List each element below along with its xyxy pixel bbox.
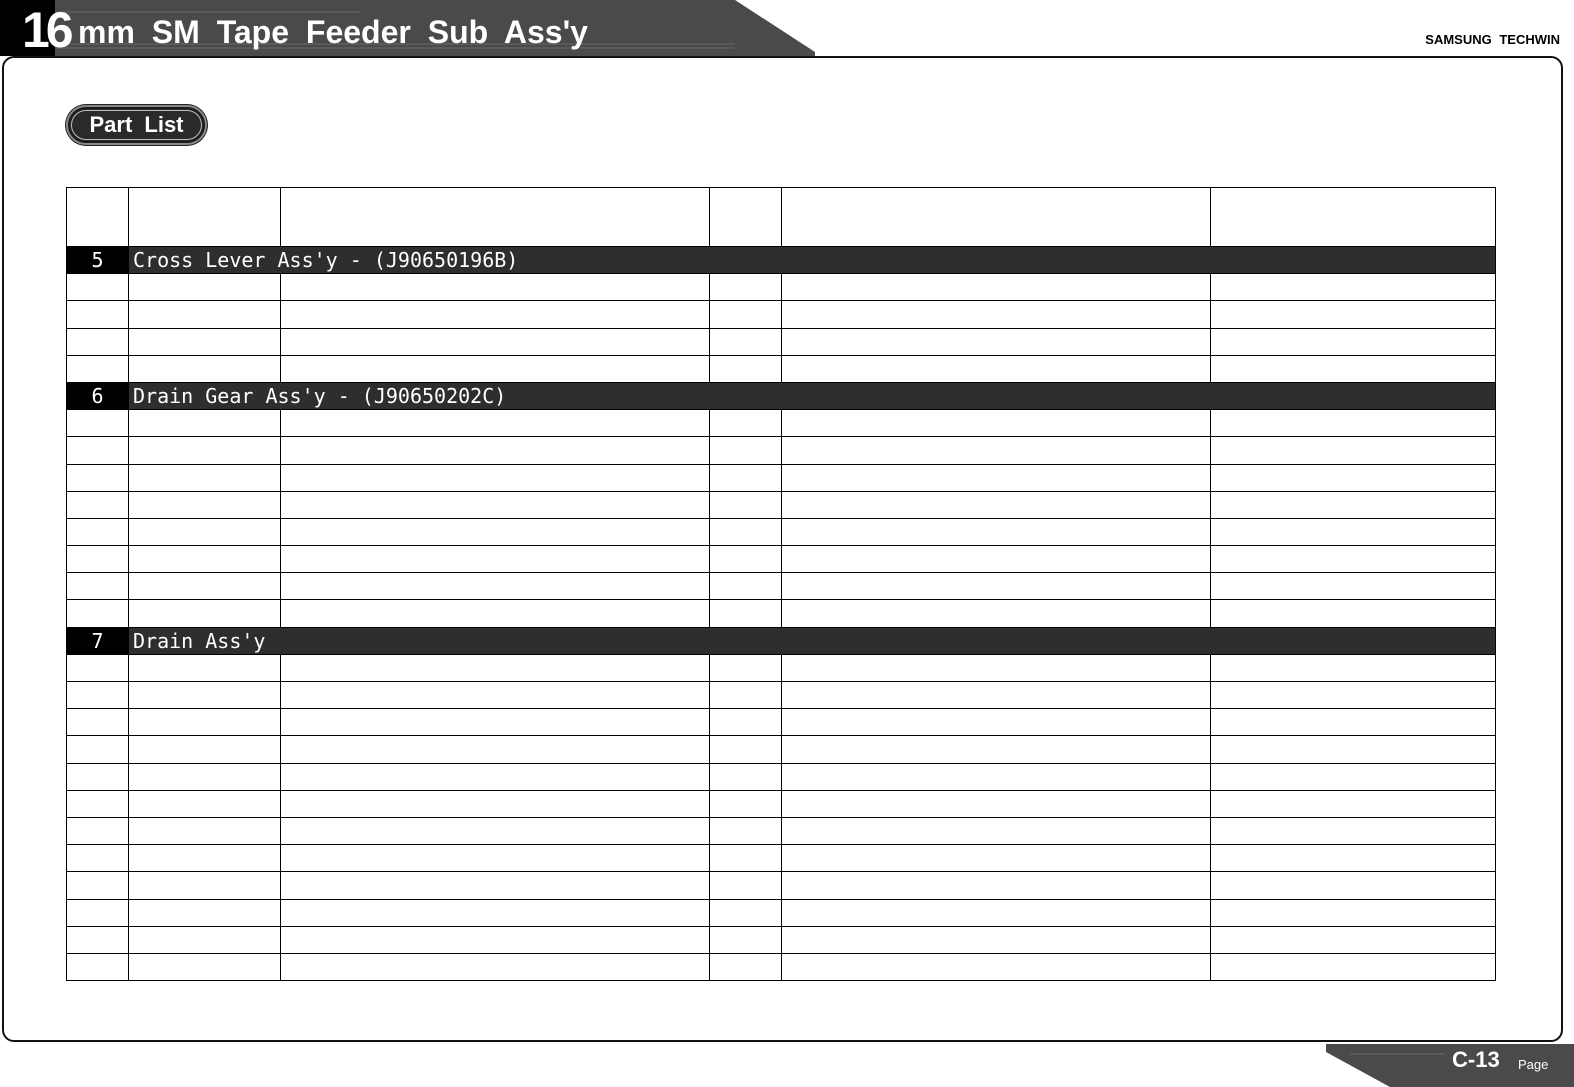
table-cell: [129, 736, 281, 763]
table-cell: [281, 410, 710, 437]
table-cell: [281, 464, 710, 491]
table-row: [67, 437, 1496, 464]
table-row: [67, 491, 1496, 518]
table-cell: [1211, 817, 1496, 844]
table-cell: [129, 845, 281, 872]
table-row: [67, 518, 1496, 545]
table-header-row: [67, 188, 1496, 247]
table-cell: [710, 355, 782, 382]
table-cell: [1211, 573, 1496, 600]
table-cell: [67, 654, 129, 681]
table-cell: [129, 355, 281, 382]
table-cell: [782, 301, 1211, 328]
table-cell: [710, 872, 782, 899]
table-cell: [129, 682, 281, 709]
table-row: [67, 899, 1496, 926]
table-cell: [782, 328, 1211, 355]
table-cell: [129, 899, 281, 926]
table-cell: [129, 926, 281, 953]
table-cell: [129, 600, 281, 627]
table-cell: [67, 328, 129, 355]
table-cell: [281, 654, 710, 681]
table-cell: [281, 518, 710, 545]
section-number-cell: 7: [67, 627, 129, 654]
table-cell: [710, 301, 782, 328]
section-row: [67, 382, 1496, 409]
page-title: mm SM Tape Feeder Sub Ass'y: [78, 14, 588, 50]
table-cell: [67, 464, 129, 491]
table-cell: [782, 600, 1211, 627]
table-cell: [281, 437, 710, 464]
section-row: [67, 627, 1496, 654]
table-cell: [1211, 301, 1496, 328]
table-cell: [281, 491, 710, 518]
section-title-cell: Drain Gear Ass'y - (J90650202C): [129, 382, 1496, 409]
header-cell: [710, 188, 782, 247]
table-cell: [67, 709, 129, 736]
table-cell: [782, 817, 1211, 844]
table-cell: [782, 464, 1211, 491]
table-cell: [782, 355, 1211, 382]
table-row: [67, 872, 1496, 899]
table-cell: [129, 546, 281, 573]
table-cell: [710, 464, 782, 491]
section-title-cell: Drain Ass'y: [129, 627, 1496, 654]
table-cell: [281, 872, 710, 899]
table-cell: [710, 763, 782, 790]
table-row: [67, 763, 1496, 790]
table-cell: [67, 274, 129, 301]
header-cell: [129, 188, 281, 247]
table-cell: [1211, 790, 1496, 817]
table-cell: [1211, 274, 1496, 301]
table-cell: [129, 654, 281, 681]
table-cell: [782, 410, 1211, 437]
table-cell: [281, 845, 710, 872]
table-cell: [710, 654, 782, 681]
table-cell: [67, 546, 129, 573]
table-cell: [710, 953, 782, 980]
table-cell: [67, 899, 129, 926]
table-cell: [281, 274, 710, 301]
table-row: [67, 817, 1496, 844]
table-cell: [1211, 600, 1496, 627]
table-cell: [129, 953, 281, 980]
table-cell: [67, 682, 129, 709]
header-cell: [782, 188, 1211, 247]
brand-name: SAMSUNG TECHWIN: [1425, 32, 1560, 47]
table-cell: [1211, 926, 1496, 953]
table-cell: [1211, 546, 1496, 573]
table-cell: [710, 682, 782, 709]
header-cell: [1211, 188, 1496, 247]
table-cell: [281, 682, 710, 709]
table-cell: [281, 328, 710, 355]
table-cell: [710, 790, 782, 817]
table-cell: [67, 301, 129, 328]
section-title-cell: Cross Lever Ass'y - (J90650196B): [129, 247, 1496, 274]
table-cell: [1211, 410, 1496, 437]
table-cell: [67, 355, 129, 382]
table-cell: [129, 709, 281, 736]
table-cell: [1211, 464, 1496, 491]
table-row: [67, 736, 1496, 763]
section-number-cell: 5: [67, 247, 129, 274]
table-body: [67, 247, 1496, 981]
table-cell: [710, 709, 782, 736]
table-cell: [782, 953, 1211, 980]
table-cell: [782, 763, 1211, 790]
table-row: [67, 355, 1496, 382]
table-cell: [281, 790, 710, 817]
page-number: C-13: [1452, 1047, 1500, 1072]
table-cell: [710, 817, 782, 844]
table-cell: [710, 437, 782, 464]
table-cell: [67, 763, 129, 790]
table-cell: [129, 872, 281, 899]
table-cell: [1211, 899, 1496, 926]
table-row: [67, 301, 1496, 328]
table-cell: [710, 736, 782, 763]
table-cell: [67, 872, 129, 899]
table-cell: [129, 763, 281, 790]
table-cell: [67, 518, 129, 545]
table-cell: [67, 817, 129, 844]
table-cell: [782, 546, 1211, 573]
table-cell: [710, 845, 782, 872]
table-cell: [281, 573, 710, 600]
table-row: [67, 464, 1496, 491]
table-row: [67, 546, 1496, 573]
table-cell: [710, 328, 782, 355]
parts-table: [66, 187, 1496, 981]
table-cell: [710, 600, 782, 627]
table-cell: [782, 899, 1211, 926]
table-cell: [1211, 682, 1496, 709]
table-cell: [782, 518, 1211, 545]
table-cell: [129, 491, 281, 518]
table-cell: [281, 736, 710, 763]
table-cell: [1211, 355, 1496, 382]
table-cell: [710, 573, 782, 600]
table-cell: [782, 654, 1211, 681]
table-cell: [281, 355, 710, 382]
table-cell: [129, 464, 281, 491]
table-cell: [281, 301, 710, 328]
table-cell: [129, 790, 281, 817]
section-number: 16: [22, 2, 70, 58]
table-cell: [782, 736, 1211, 763]
table-cell: [710, 410, 782, 437]
table-cell: [782, 274, 1211, 301]
table-row: [67, 682, 1496, 709]
table-cell: [67, 845, 129, 872]
table-row: [67, 953, 1496, 980]
table-cell: [281, 709, 710, 736]
table-cell: [129, 437, 281, 464]
table-cell: [129, 274, 281, 301]
table-cell: [1211, 845, 1496, 872]
section-row: [67, 247, 1496, 274]
table-cell: [782, 682, 1211, 709]
table-cell: [67, 437, 129, 464]
table-cell: [782, 491, 1211, 518]
table-cell: [67, 953, 129, 980]
table-row: [67, 790, 1496, 817]
table-cell: [710, 546, 782, 573]
table-cell: [281, 546, 710, 573]
table-cell: [281, 817, 710, 844]
table-cell: [782, 926, 1211, 953]
table-cell: [129, 573, 281, 600]
table-cell: [710, 926, 782, 953]
table-cell: [129, 328, 281, 355]
table-cell: [1211, 437, 1496, 464]
page-label: Page: [1518, 1057, 1549, 1072]
table-cell: [1211, 953, 1496, 980]
table-cell: [1211, 491, 1496, 518]
table-cell: [281, 763, 710, 790]
table-cell: [281, 600, 710, 627]
table-cell: [281, 926, 710, 953]
table-row: [67, 709, 1496, 736]
table-cell: [782, 872, 1211, 899]
table-cell: [1211, 518, 1496, 545]
table-cell: [782, 437, 1211, 464]
table-cell: [129, 410, 281, 437]
table-cell: [129, 518, 281, 545]
table-cell: [782, 573, 1211, 600]
table-cell: [67, 410, 129, 437]
table-cell: [782, 845, 1211, 872]
table-cell: [281, 953, 710, 980]
table-cell: [1211, 654, 1496, 681]
table-cell: [67, 600, 129, 627]
table-cell: [782, 709, 1211, 736]
table-row: [67, 274, 1496, 301]
section-number-cell: 6: [67, 382, 129, 409]
table-cell: [67, 790, 129, 817]
header-cell: [281, 188, 710, 247]
table-cell: [67, 736, 129, 763]
table-row: [67, 654, 1496, 681]
header-cell: [67, 188, 129, 247]
table-cell: [129, 301, 281, 328]
table-cell: [67, 491, 129, 518]
table-cell: [782, 790, 1211, 817]
table-cell: [67, 926, 129, 953]
table-cell: [67, 573, 129, 600]
table-row: [67, 573, 1496, 600]
table-cell: [710, 899, 782, 926]
table-row: [67, 600, 1496, 627]
table-row: [67, 328, 1496, 355]
table-row: [67, 845, 1496, 872]
table-cell: [1211, 709, 1496, 736]
table-cell: [710, 518, 782, 545]
table-cell: [1211, 872, 1496, 899]
table-cell: [281, 899, 710, 926]
part-list-badge: [66, 105, 207, 145]
table-row: [67, 926, 1496, 953]
table-cell: [1211, 736, 1496, 763]
table-cell: [129, 817, 281, 844]
part-list-label: Part List: [71, 110, 202, 140]
table-cell: [710, 491, 782, 518]
table-cell: [710, 274, 782, 301]
table-row: [67, 410, 1496, 437]
table-cell: [1211, 763, 1496, 790]
table-cell: [1211, 328, 1496, 355]
